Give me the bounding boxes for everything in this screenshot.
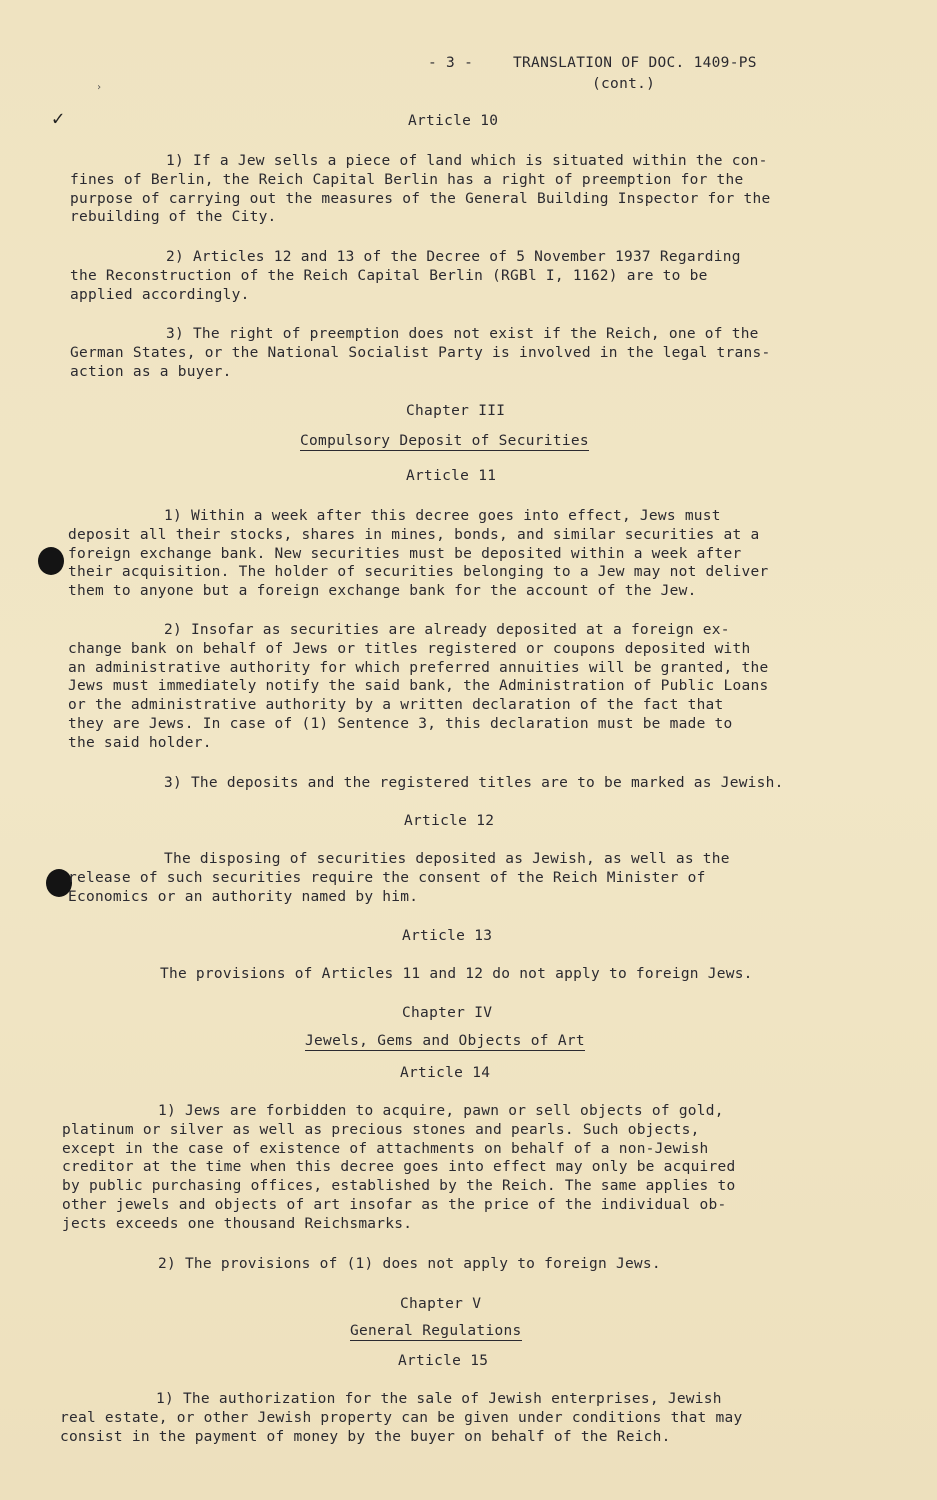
text-line: 3) The right of preemption does not exist if the Reich, one of the xyxy=(166,326,759,342)
text-line: or the administrative authority by a written declaration of the fact that xyxy=(68,697,724,714)
text-line: an administrative authority for which preferred annuities will be granted, the xyxy=(68,659,769,676)
text-line: Jews must immediately notify the said bank, the Administration of Public Loans xyxy=(68,678,769,695)
document-title: TRANSLATION OF DOC. 1409-PS xyxy=(513,55,757,71)
article-10-paragraph-1 xyxy=(70,152,770,227)
article-10-paragraph-2 xyxy=(70,248,741,304)
text-line: The provisions of Articles 11 and 12 do not apply to foreign Jews. xyxy=(160,966,753,982)
punch-hole-icon xyxy=(38,547,64,575)
text-line: 1) Jews are forbidden to acquire, pawn or sell objects of gold, xyxy=(158,1103,724,1119)
text-line: real estate, or other Jewish property can be given under conditions that may xyxy=(60,1409,743,1426)
article-14-paragraph-1 xyxy=(62,1102,735,1234)
text-line: change bank on behalf of Jews or titles registered or coupons deposited with xyxy=(68,640,751,657)
article-13-paragraph-1 xyxy=(160,965,753,984)
text-line: 2) Articles 12 and 13 of the Decree of 5 November 1937 Regarding xyxy=(166,249,741,265)
text-line: by public purchasing offices, established by the Reich. The same applies to xyxy=(62,1178,736,1195)
text-line: applied accordingly. xyxy=(70,286,250,303)
article-14-heading: Article 14 xyxy=(400,1065,491,1081)
chapter-3-heading: Chapter III xyxy=(406,403,506,419)
article-11-heading: Article 11 xyxy=(406,468,497,484)
text-line: German States, or the National Socialist Party is involved in the legal trans- xyxy=(70,344,771,361)
text-line: fines of Berlin, the Reich Capital Berlin has a right of preemption for the xyxy=(70,171,744,188)
text-line: 1) Within a week after this decree goes into effect, Jews must xyxy=(164,508,721,524)
small-mark-icon: › xyxy=(96,82,103,93)
text-line: 1) If a Jew sells a piece of land which is situated within the con- xyxy=(166,153,768,169)
text-line: them to anyone but a foreign exchange bank for the account of the Jew. xyxy=(68,583,697,600)
article-13-heading: Article 13 xyxy=(402,928,493,944)
text-line: creditor at the time when this decree goes into effect may only be acquired xyxy=(62,1159,736,1176)
text-line: except in the case of existence of attachments on behalf of a non-Jewish xyxy=(62,1140,709,1157)
text-line: 3) The deposits and the registered titles are to be marked as Jewish. xyxy=(164,775,784,791)
text-line: other jewels and objects of art insofar as the price of the individual ob- xyxy=(62,1196,727,1213)
text-line: action as a buyer. xyxy=(70,363,232,380)
text-line: release of such securities require the consent of the Reich Minister of xyxy=(68,869,706,886)
article-10-paragraph-3 xyxy=(70,325,770,381)
check-mark-icon: ✓ xyxy=(52,106,65,130)
text-line: Economics or an authority named by him. xyxy=(68,888,419,905)
article-14-paragraph-2 xyxy=(62,1255,661,1274)
chapter-3-subheading: Compulsory Deposit of Securities xyxy=(300,433,589,449)
text-line: foreign exchange bank. New securities must be deposited within a week after xyxy=(68,545,742,562)
chapter-4-heading: Chapter IV xyxy=(402,1005,493,1021)
continued-label: (cont.) xyxy=(592,76,656,92)
text-line: 2) Insofar as securities are already deposited at a foreign ex- xyxy=(164,622,730,638)
text-line: purpose of carrying out the measures of the General Building Inspector for the xyxy=(70,190,771,207)
text-line: 1) The authorization for the sale of Jewish enterprises, Jewish xyxy=(156,1391,722,1407)
text-line: the said holder. xyxy=(68,734,212,751)
text-line: jects exceeds one thousand Reichsmarks. xyxy=(62,1215,413,1232)
text-line: consist in the payment of money by the buyer on behalf of the Reich. xyxy=(60,1428,671,1445)
page-number: - 3 - xyxy=(428,55,474,71)
article-12-paragraph-1 xyxy=(68,850,730,906)
chapter-5-subheading: General Regulations xyxy=(350,1323,522,1339)
chapter-5-heading: Chapter V xyxy=(400,1296,482,1312)
text-line: The disposing of securities deposited as Jewish, as well as the xyxy=(164,851,730,867)
text-line: platinum or silver as well as precious stones and pearls. Such objects, xyxy=(62,1121,700,1138)
text-line: rebuilding of the City. xyxy=(70,209,277,226)
text-line: the Reconstruction of the Reich Capital Berlin (RGBl I, 1162) are to be xyxy=(70,267,708,284)
text-line: they are Jews. In case of (1) Sentence 3, this declaration must be made to xyxy=(68,715,733,732)
article-11-paragraph-1 xyxy=(68,507,768,601)
text-line: deposit all their stocks, shares in mines, bonds, and similar securities at a xyxy=(68,526,760,543)
text-line: their acquisition. The holder of securities belonging to a Jew may not deliver xyxy=(68,564,769,581)
chapter-4-subheading: Jewels, Gems and Objects of Art xyxy=(305,1033,585,1049)
article-10-heading: Article 10 xyxy=(408,113,499,129)
text-line: 2) The provisions of (1) does not apply to foreign Jews. xyxy=(158,1256,661,1272)
article-15-paragraph-1 xyxy=(60,1390,742,1446)
article-15-heading: Article 15 xyxy=(398,1353,489,1369)
article-11-paragraph-2 xyxy=(68,621,768,753)
article-11-paragraph-3 xyxy=(68,774,784,793)
article-12-heading: Article 12 xyxy=(404,813,495,829)
